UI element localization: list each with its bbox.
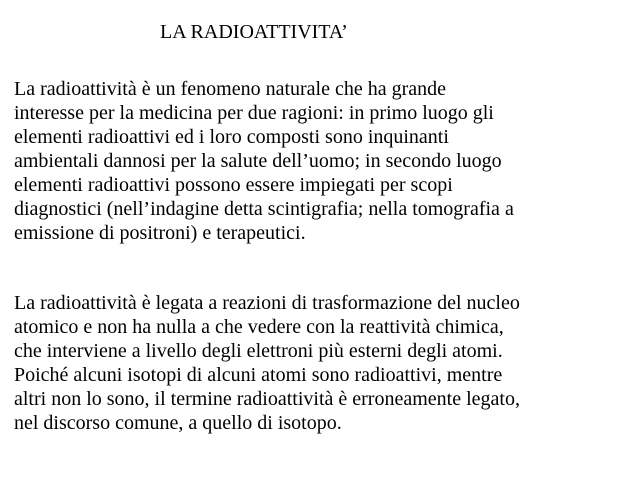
text-line: diagnostici (nell’indagine detta scintigrafia; nella tomografia a bbox=[14, 198, 514, 220]
text-line: emissione di positroni) e terapeutici. bbox=[14, 222, 306, 244]
text-line: atomico e non ha nulla a che vedere con la reattività chimica, bbox=[14, 316, 504, 338]
text-line: La radioattività è un fenomeno naturale che ha grande bbox=[14, 78, 447, 100]
text-line: interesse per la medicina per due ragioni: in primo luogo gli bbox=[14, 102, 494, 124]
text-line: elementi radioattivi ed i loro composti sono inquinanti bbox=[14, 126, 449, 148]
text-line: elementi radioattivi possono essere impiegati per scopi bbox=[14, 174, 453, 196]
text-line: altri non lo sono, il termine radioattività è erroneamente legato, bbox=[14, 388, 520, 410]
paragraph-radioactivity-medicine bbox=[14, 77, 630, 245]
text-line: ambientali dannosi per la salute dell’uomo; in secondo luogo bbox=[14, 150, 502, 172]
text-line: Poiché alcuni isotopi di alcuni atomi sono radioattivi, mentre bbox=[14, 364, 503, 386]
text-line: nel discorso comune, a quello di isotopo. bbox=[14, 412, 342, 434]
document-title: LA RADIOATTIVITA’ bbox=[160, 21, 348, 43]
text-line: che interviene a livello degli elettroni più esterni degli atomi. bbox=[14, 340, 503, 362]
paragraph-radioactivity-nucleus bbox=[14, 291, 630, 435]
text-line: La radioattività è legata a reazioni di trasformazione del nucleo bbox=[14, 292, 520, 314]
